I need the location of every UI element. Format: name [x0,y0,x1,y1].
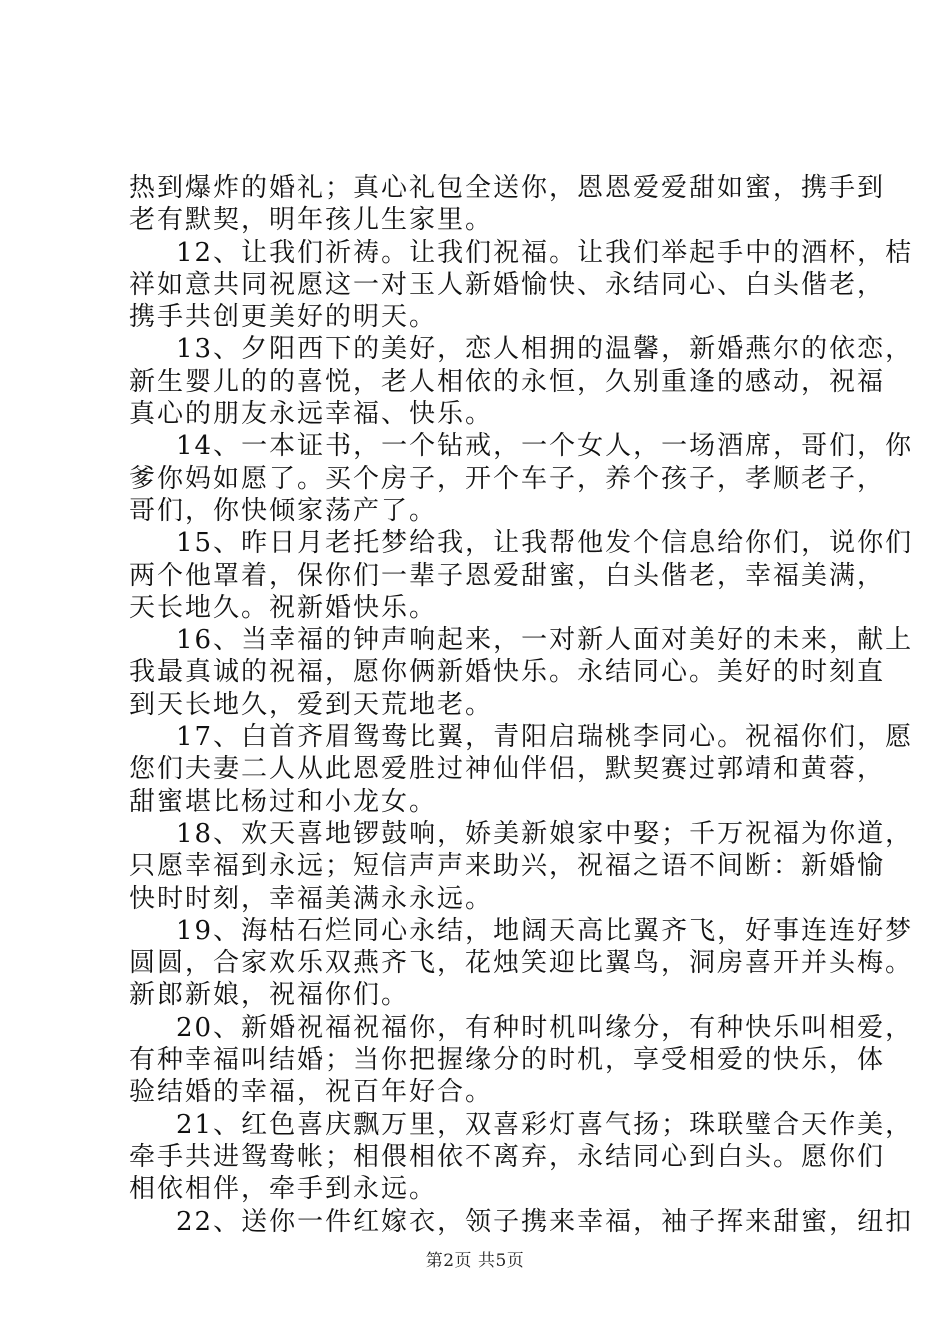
text-line: 有种幸福叫结婚；当你把握缘分的时机，享受相爱的快乐，体 [129,1045,886,1076]
text-line: 两个他罩着，保你们一辈子恩爱甜蜜，白头偕老，幸福美满， [129,560,886,591]
text-line: 天长地久。祝新婚快乐。 [129,592,438,623]
text-line: 20、新婚祝福祝福你，有种时机叫缘分，有种快乐叫相爱， [176,1012,914,1043]
text-line: 19、海枯石烂同心永结，地阔天高比翼齐飞，好事连连好梦 [176,915,914,946]
text-line: 爹你妈如愿了。买个房子，开个车子，养个孩子，孝顺老子， [129,463,886,494]
document-body [129,172,914,1238]
text-line: 18、欢天喜地锣鼓响，娇美新娘家中娶；千万祝福为你道， [176,818,914,849]
text-line: 快时时刻，幸福美满永永远。 [129,883,494,914]
text-line: 热到爆炸的婚礼；真心礼包全送你，恩恩爱爱甜如蜜，携手到 [129,173,886,203]
text-line: 携手共创更美好的明天。 [129,302,438,333]
text-line: 15、昨日月老托梦给我，让我帮他发个信息给你们，说你们 [176,528,914,559]
text-line: 22、送你一件红嫁衣，领子携来幸福，袖子挥来甜蜜，纽扣 [176,1206,914,1237]
text-line: 真心的朋友永远幸福、快乐。 [129,399,494,430]
text-line: 验结婚的幸福，祝百年好合。 [129,1077,494,1108]
text-line: 祥如意共同祝愿这一对玉人新婚愉快、永结同心、白头偕老， [129,269,886,300]
text-line: 新生婴儿的的喜悦，老人相依的永恒，久别重逢的感动，祝福 [129,366,886,397]
text-line: 21、红色喜庆飘万里，双喜彩灯喜气扬；珠联璧合天作美， [176,1109,914,1140]
text-line: 老有默契，明年孩儿生家里。 [129,205,494,236]
page-number: 第2页 共5页 [425,1251,525,1271]
text-line: 新郎新娘，祝福你们。 [129,980,410,1011]
text-line: 只愿幸福到永远；短信声声来助兴，祝福之语不间断：新婚愉 [129,851,886,882]
text-line: 牵手共进鸳鸯帐；相偎相依不离弃，永结同心到白头。愿你们 [129,1141,886,1172]
page-footer [0,1246,950,1271]
text-line: 16、当幸福的钟声响起来，一对新人面对美好的未来，献上 [176,625,914,656]
text-line: 您们夫妻二人从此恩爱胜过神仙伴侣，默契赛过郭靖和黄蓉， [129,754,886,785]
text-line: 甜蜜堪比杨过和小龙女。 [129,786,438,817]
text-line: 到天长地久，爱到天荒地老。 [129,689,494,720]
text-line: 相依相伴，牵手到永远。 [129,1174,438,1205]
document-text [129,172,914,1238]
text-line: 14、一本证书，一个钻戒，一个女人，一场酒席，哥们，你 [176,431,914,462]
text-line: 圆圆，合家欢乐双燕齐飞，花烛笑迎比翼鸟，洞房喜开并头梅。 [129,948,914,979]
text-line: 13、夕阳西下的美好，恋人相拥的温馨，新婚燕尔的依恋， [176,334,914,365]
text-line: 12、让我们祈祷。让我们祝福。让我们举起手中的酒杯，桔 [176,237,914,268]
text-line: 我最真诚的祝福，愿你俩新婚快乐。永结同心。美好的时刻直 [129,657,886,688]
text-line: 17、白首齐眉鸳鸯比翼，青阳启瑞桃李同心。祝福你们，愿 [176,722,914,753]
text-line: 哥们，你快倾家荡产了。 [129,495,438,526]
